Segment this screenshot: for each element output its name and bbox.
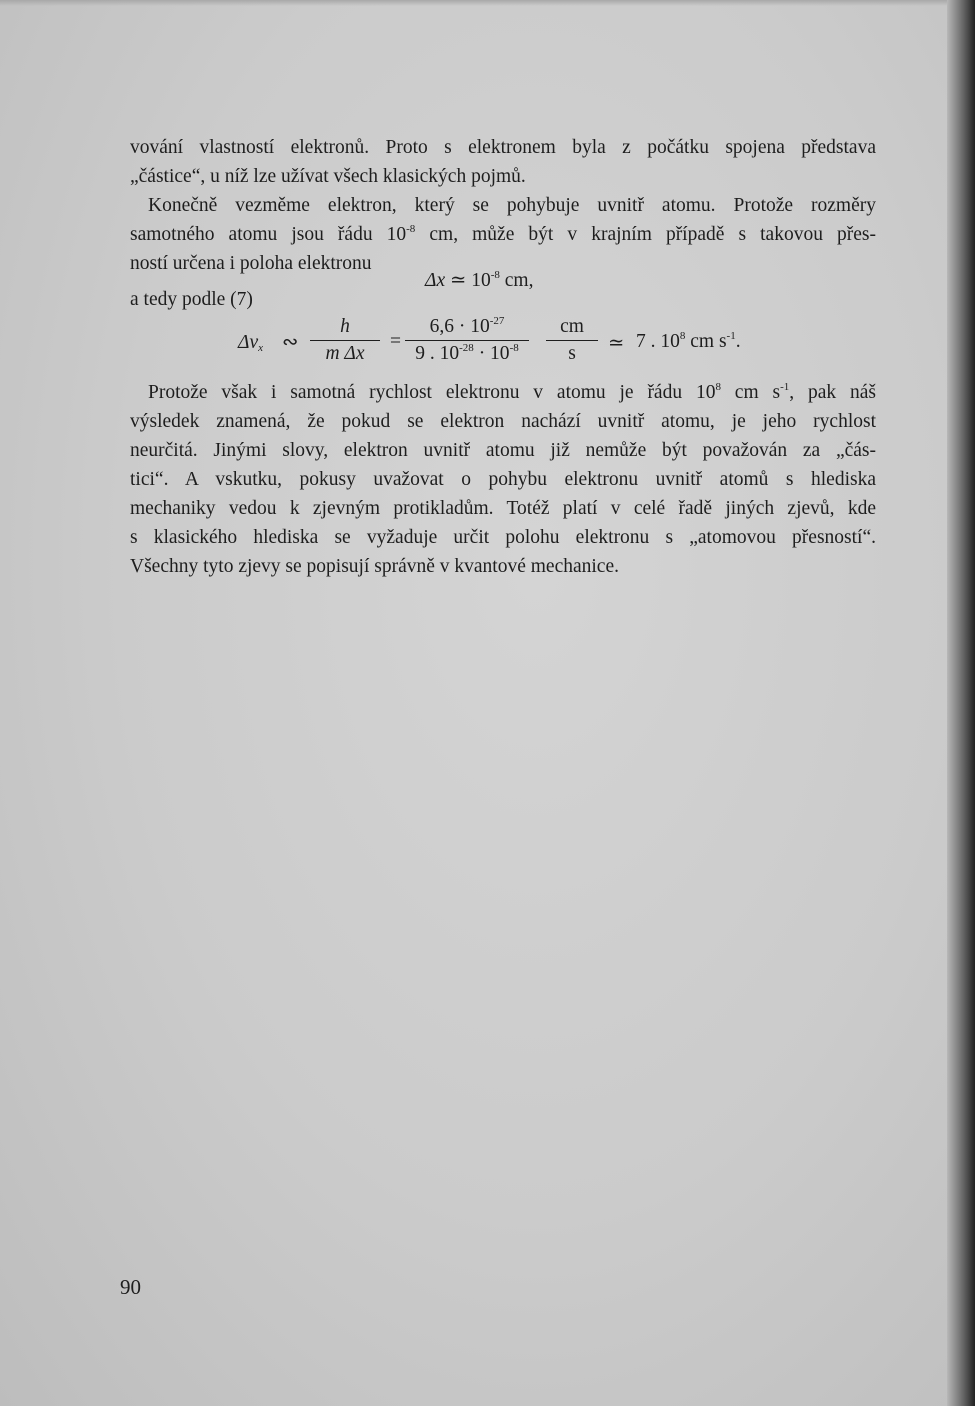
text-line: mechaniky vedou k zjevným protikladům. Totéž platí v celé řadě jiných zjevů, kde: [130, 498, 876, 519]
paragraph-1: [130, 133, 876, 278]
text-line: tici“. A vskutku, pokusy uvažovat o pohybu elektronu uvnitř atomů s hlediska: [130, 469, 876, 490]
paragraph-2: [130, 378, 876, 581]
text-line: samotného atomu jsou řádu $10^{-8}$ cm, může být v krajním případě s takovou přes-: [130, 223, 876, 245]
equation-position-uncertainty: Δx ≃ $10^{-8}$ cm,: [425, 269, 534, 291]
page-top-shadow: [0, 0, 975, 6]
text-line: s klasického hlediska se vyžaduje určit polohu elektronu s „atomovou přesností“.: [130, 527, 876, 548]
equation-velocity-uncertainty: $\Delta v_x$ ∾ h m Δx = $6,6 \cdot 10^{-27}$ 9 . $10^{-28} \cdot 10^{-8}$ cm s ≃ 7 . $10^8$ cm $s^{-1}$.: [238, 315, 741, 364]
fraction-numeric: $6,6 \cdot 10^{-27}$ 9 . $10^{-28} \cdot 10^{-8}$: [405, 316, 529, 365]
text-line: Konečně vezměme elektron, který se pohybuje uvnitř atomu. Protože rozměry: [148, 195, 876, 216]
text-line: ností určena i poloha elektronu: [130, 253, 372, 274]
text-line: vování vlastností elektronů. Proto s elektronem byla z počátku spojena představa: [130, 137, 876, 158]
text-line: Všechny tyto zjevy se popisují správně v kvantové mechanice.: [130, 556, 619, 577]
text-line: výsledek znamená, že pokud se elektron nachází uvnitř atomu, je jeho rychlost: [130, 411, 876, 432]
text-line: „částice“, u níž lze užívat všech klasických pojmů.: [130, 166, 526, 187]
text-line: a tedy podle (7): [130, 289, 253, 310]
page-number: 90: [120, 1275, 141, 1299]
text-line: Protože však i samotná rychlost elektronu v atomu je řádu $10^8$ cm $s^{-1}$, pak náš: [148, 381, 876, 403]
text-line: neurčitá. Jinými slovy, elektron uvnitř atomu již nemůže být považován za „čás-: [130, 440, 876, 461]
page-binding-edge: [947, 0, 975, 1406]
fraction-units: cm s: [546, 316, 598, 365]
fraction-h-over-mdx: h m Δx: [310, 316, 380, 365]
